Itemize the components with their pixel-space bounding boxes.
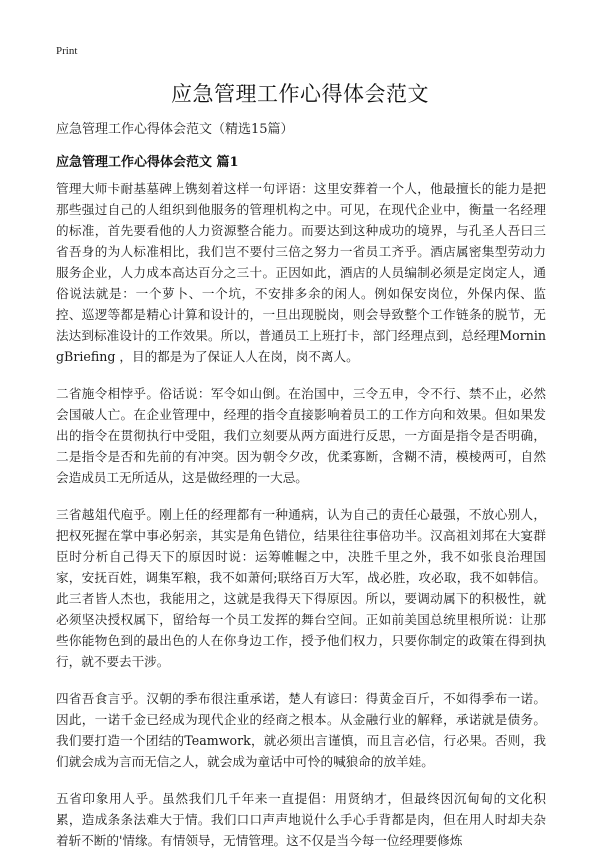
paragraph: 二省施令相悖乎。俗话说：军令如山倒。在治国中，三令五申，令不行、禁不止，必然会国破人亡。在企业管理中，经理的指令直接影响着员工的工作方向和效果。但如果发出的指令在贯彻执行中受阻，我们立刻要从两方面进行反思，一方面是指令是否明确，二是指令是否和先前的有冲突。因为朝令夕改，优柔寡断，含糊不清，模棱两可，自然会造成员工无所适从，这是做经理的一大忌。: [56, 386, 546, 485]
paragraph: 管理大师卡耐基墓碑上镌刻着这样一句评语：这里安葬着一个人，他最擅长的能力是把那些强过自己的人组织到他服务的管理机构之中。可见，在现代企业中，衡量一名经理的标准，首先要看他的人力资源整合能力。而要达到这种成功的境界，与孔圣人吾曰三省吾身的为人标准相比，我们岂不要付三倍之努力一省员工齐乎。酒店属密集型劳动力服务企业，人力成本高达百分之三十。正因如此，酒店的人员编制必须是定岗定人，通俗说法就是：一个萝卜、一个坑，不安排多余的闲人。例如保安岗位，外保内保、监控、巡逻等都是精心计算和设计的，一旦出现脱岗，则会导致整个工作链条的脱节，无法达到标准设计的工作效果。所以，普通员工上班打卡，部门经理点到，总经理MorningBriefing ，目的都是为了保证人人在岗，岗不离人。: [56, 181, 546, 364]
paragraph: 五省印象用人乎。虽然我们几千年来一直提倡：用贤纳才，但最终因沉甸甸的文化积累，造成条条法难大于情。我们口口声声地说什么手心手背都是肉，但在用人时却夫杂着斩不断的'情缘。有情领导，无情管理。这不仅是当今每一位经理要修炼: [56, 791, 546, 848]
section-heading: 应急管理工作心得体会范文 篇1: [56, 155, 239, 170]
print-link[interactable]: Print: [56, 45, 78, 57]
document-title: 应急管理工作心得体会范文: [171, 82, 429, 106]
paragraph: 四省吾食言乎。汉朝的季布很注重承诺，楚人有谚曰：得黄金百斤，不如得季布一诺。因此，一诺千金已经成为现代企业的经商之根本。从金融行业的解释，承诺就是债务。我们要打造一个团结的Teamwork，就必须出言谨慎，而且言必信，行必果。否则，我们就会成为言而无信之人，就会成为童话中可怜的喊狼命的放羊娃。: [56, 691, 546, 769]
document-subtitle: 应急管理工作心得体会范文（精选15篇）: [56, 122, 294, 137]
article-body: [56, 178, 546, 867]
paragraph: 三省越俎代庖乎。刚上任的经理都有一种通病，认为自己的责任心最强，不放心别人，把权死握在掌中事必躬亲，其实是角色错位，结果往往事倍功半。汉高祖刘邦在大宴群臣时分析自己得天下的原因时说：运筹帷幄之中，决胜千里之外，我不如张良治理国家，安抚百姓，调集军粮，我不如萧何;联络百万大军，战必胜，攻必取，我不如韩信。此三者皆人杰也，我能用之，这就是我得天下得原因。所以，要调动属下的积极性，就必须坚决授权属下，留给每一个员工发挥的舞台空间。正如前美国总统里根所说：让那些你能物色到的最出色的人在你身边工作，授予他们权力，只要你制定的政策在得到执行，就不要去干涉。: [56, 507, 546, 669]
